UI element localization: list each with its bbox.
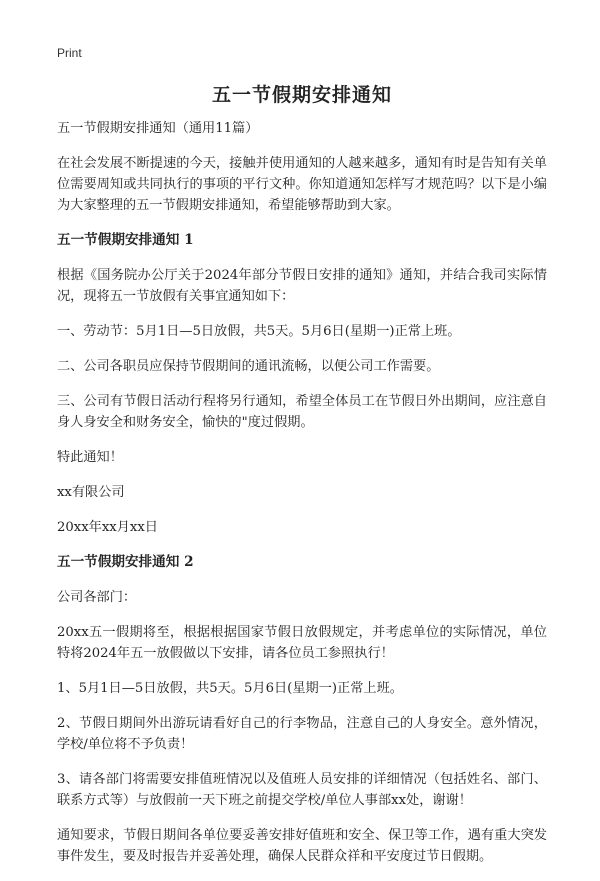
paragraph: 特此通知！ — [57, 450, 123, 465]
date-line: 20xx年xx月xx日 — [57, 520, 158, 535]
paragraph: 2、节假日期间外出游玩请看好自己的行李物品，注意自己的人身安全。意外情况，学校/单位将不予负责！ — [57, 716, 547, 752]
document-body — [57, 118, 547, 881]
paragraph: 二、公司各职员应保持节假期间的通讯流畅，以便公司工作需要。 — [57, 359, 440, 374]
paragraph: 三、公司有节假日活动行程将另行通知，希望全体员工在节假日外出期间，应注意自身人身安全和财务安全，愉快的"度过假期。 — [57, 394, 547, 430]
paragraph: 根据《国务院办公厅关于2024年部分节假日安排的通知》通知，并结合我司实际情况，现将五一节放假有关事宜通知如下： — [57, 268, 547, 304]
intro-paragraph: 在社会发展不断提速的今天，接触并使用通知的人越来越多，通知有时是告知有关单位需要周知或共同执行的事项的平行文种。你知道通知怎样写才规范吗？以下是小编为大家整理的五一节假期安排通知，希望能够帮助到大家。 — [57, 156, 547, 213]
paragraph: 1、5月1日—5日放假，共5天。5月6日(星期一)正常上班。 — [57, 681, 403, 696]
paragraph: 一、劳动节：5月1日—5日放假，共5天。5月6日(星期一)正常上班。 — [57, 324, 461, 339]
section-heading: 五一节假期安排通知 1 — [57, 232, 194, 248]
paragraph: 公司各部门： — [57, 590, 137, 605]
document-subtitle: 五一节假期安排通知（通用11篇） — [57, 121, 259, 136]
section-heading: 五一节假期安排通知 2 — [57, 554, 194, 570]
paragraph: 3、请各部门将需要安排值班情况以及值班人员安排的详细情况（包括姓名、部门、联系方式等）与放假前一天下班之前提交学校/单位人事部xx处，谢谢！ — [57, 772, 547, 808]
page-title: 五一节假期安排通知 — [211, 84, 392, 106]
print-link[interactable]: Print — [57, 46, 82, 60]
paragraph: 20xx五一假期将至，根据根据国家节假日放假规定，并考虑单位的实际情况，单位特将2024年五一放假做以下安排，请各位员工参照执行！ — [57, 625, 547, 661]
company-signature: xx有限公司 — [57, 485, 125, 500]
paragraph: 通知要求，节假日期间各单位要妥善安排好值班和安全、保卫等工作，遇有重大突发事件发生，要及时报告并妥善处理，确保人民群众祥和平安度过节日假期。 — [57, 828, 547, 864]
